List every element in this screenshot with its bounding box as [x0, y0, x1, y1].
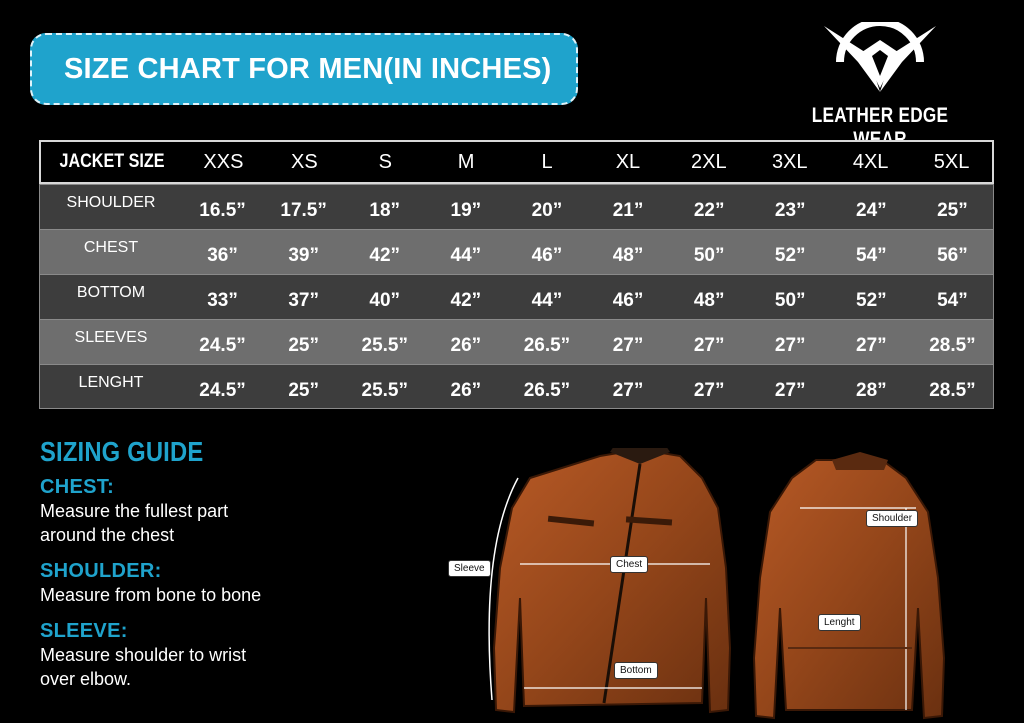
header-size: M: [457, 150, 475, 173]
header-size: XL: [615, 150, 641, 173]
row-label: LENGHT: [78, 373, 144, 391]
table-cell: 27”: [774, 379, 806, 401]
sleeve-label: Sleeve: [448, 560, 491, 577]
header-size: XXS: [203, 150, 244, 173]
table-cell: 27”: [612, 379, 644, 401]
table-cell: 26”: [450, 335, 482, 356]
table-cell: 52”: [856, 290, 887, 311]
table-row: [40, 184, 993, 229]
bottom-label: Bottom: [614, 662, 658, 679]
table-cell: 54”: [937, 290, 968, 311]
header-size: 2XL: [691, 150, 727, 173]
table-cell: 50”: [693, 245, 725, 266]
size-chart-table: [39, 140, 994, 409]
jacket-diagram: [440, 448, 1000, 723]
table-cell: 19”: [450, 200, 482, 221]
title-banner: [30, 33, 578, 105]
table-cell: 25.5”: [361, 379, 408, 401]
table-cell: 24.5”: [199, 379, 246, 401]
table-cell: 46”: [612, 290, 644, 311]
table-cell: 42”: [450, 290, 482, 311]
header-size: 4XL: [852, 150, 889, 173]
table-cell: 52”: [774, 245, 806, 266]
table-cell: 28.5”: [929, 379, 976, 401]
table-cell: 46”: [531, 245, 563, 266]
table-row: [40, 274, 993, 319]
table-cell: 26.5”: [523, 335, 571, 356]
table-cell: 25.5”: [361, 335, 408, 356]
table-row: [40, 364, 993, 409]
table-body: [39, 184, 994, 409]
table-cell: 24”: [856, 200, 887, 221]
guide-title: SIZING GUIDE: [40, 436, 204, 467]
front-jacket-icon: [489, 448, 730, 712]
table-cell: 27”: [612, 335, 644, 356]
table-cell: 20”: [531, 200, 563, 221]
table-header-row: [39, 140, 994, 184]
table-cell: 42”: [369, 245, 401, 266]
guide-heading: SHOULDER:: [40, 560, 162, 582]
table-cell: 50”: [774, 290, 806, 311]
guide-text: Measure shoulder to wrist: [40, 645, 247, 665]
table-cell: 39”: [288, 245, 319, 266]
guide-heading: CHEST:: [40, 476, 115, 498]
guide-heading: SLEEVE:: [40, 620, 128, 642]
table-cell: 28”: [856, 379, 887, 401]
header-size: XS: [291, 150, 318, 173]
brand-logo: [790, 22, 970, 134]
header-size: 3XL: [771, 150, 808, 173]
table-row: [40, 319, 993, 364]
table-cell: 26”: [450, 379, 482, 401]
table-cell: 21”: [612, 200, 644, 221]
table-cell: 27”: [774, 335, 806, 356]
table-cell: 44”: [450, 245, 482, 266]
table-cell: 56”: [937, 245, 968, 266]
table-cell: 26.5”: [523, 379, 571, 401]
row-label: BOTTOM: [76, 284, 146, 301]
guide-text: Measure the fullest part: [40, 501, 229, 521]
table-cell: 27”: [693, 335, 725, 356]
table-row: [40, 229, 993, 274]
table-cell: 25”: [288, 335, 319, 356]
row-label: SHOULDER: [66, 194, 156, 211]
table-cell: 16.5”: [199, 200, 246, 221]
row-label: CHEST: [83, 239, 139, 256]
table-cell: 36”: [207, 245, 238, 266]
table-cell: 17.5”: [280, 200, 327, 221]
brand-name: LEATHER EDGE: [811, 104, 949, 127]
table-cell: 22”: [693, 200, 725, 221]
table-cell: 25”: [937, 200, 968, 221]
table-cell: 54”: [856, 245, 887, 266]
length-label: Lenght: [818, 614, 861, 631]
table-cell: 37”: [288, 290, 319, 311]
table-cell: 28.5”: [929, 335, 976, 356]
table-cell: 44”: [531, 290, 563, 311]
shoulder-label: Shoulder: [866, 510, 918, 527]
table-cell: 27”: [856, 335, 887, 356]
row-label: SLEEVES: [74, 329, 148, 346]
header-size: L: [541, 150, 553, 173]
guide-text: around the chest: [40, 525, 175, 545]
brand-emblem-icon: [822, 22, 938, 102]
table-cell: 48”: [693, 290, 725, 311]
page-title: SIZE CHART FOR MEN(IN INCHES): [64, 52, 552, 85]
table-cell: 48”: [612, 245, 644, 266]
guide-item-chest: [40, 476, 340, 547]
sizing-guide: [40, 436, 340, 704]
guide-text: Measure from bone to bone: [40, 585, 262, 605]
chest-label: Chest: [610, 556, 648, 573]
table-cell: 18”: [369, 200, 401, 221]
table-cell: 25”: [288, 379, 319, 401]
header-size: S: [378, 150, 392, 173]
table-cell: 23”: [774, 200, 806, 221]
header-label: JACKET SIZE: [59, 151, 165, 172]
guide-text: over elbow.: [40, 669, 132, 689]
table-cell: 27”: [693, 379, 725, 401]
guide-item-shoulder: [40, 560, 340, 607]
back-jacket-icon: [754, 452, 944, 718]
jacket-illustration: [440, 448, 1000, 723]
table-cell: 40”: [369, 290, 401, 311]
table-cell: 24.5”: [199, 335, 246, 356]
header-size: 5XL: [933, 150, 970, 173]
guide-item-sleeve: [40, 620, 340, 691]
table-cell: 33”: [207, 290, 238, 311]
